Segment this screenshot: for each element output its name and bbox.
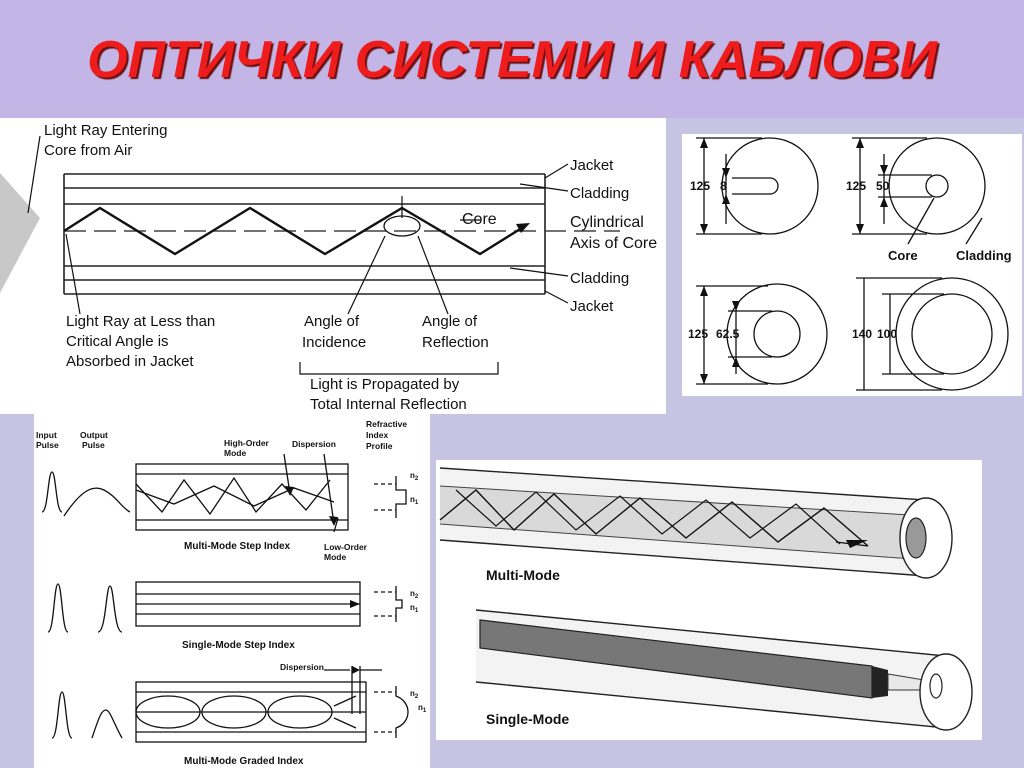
cable-illustration [436,460,982,740]
dim-a-core: 8 [720,179,727,193]
incidence-label-2: Incidence [302,334,367,351]
n2-mm: $n_2$ [410,471,419,482]
output-pulse-1: Output [80,430,108,440]
fiber-dimensions [682,134,1022,396]
single-mode-label: Single-Mode [486,711,570,727]
dim-d-core: 100 [877,327,898,341]
propagation-diagram [0,118,666,414]
absorbed-label-1: Light Ray at Less than [66,313,216,330]
n1-gi: $n_1$ [418,703,427,714]
dim-b-outer: 125 [846,179,867,193]
absorbed-label-2: Critical Angle is [66,333,169,350]
input-pulse-2: Pulse [36,440,59,450]
absorbed-label-3: Absorbed in Jacket [66,353,194,370]
dim-b-core: 50 [876,179,890,193]
mm-graded-label: Multi-Mode Graded Index [184,756,304,767]
axis-label-2: Axis of Core [570,235,658,252]
high-order-1: High-Order [224,438,269,448]
output-pulse-2: Pulse [82,440,105,450]
high-order-2: Mode [224,448,247,458]
axis-label-1: Cylindrical [570,214,644,231]
refractive-3: Profile [366,441,393,451]
jacket-label-top: Jacket [570,157,614,174]
n2-gi: $n_2$ [410,689,419,700]
refractive-1: Refractive [366,419,408,429]
sm-step-label: Single-Mode Step Index [182,640,295,651]
n1-sm: $n_1$ [410,603,419,614]
cladding-circle [722,138,818,234]
cladding-label-bottom: Cladding [570,270,630,287]
low-order-1: Low-Order [324,542,367,552]
refractive-2: Index [366,430,389,440]
tir-label-1: Light is Propagated by [310,376,460,393]
dim-c-outer: 125 [688,327,709,341]
n1-mm: $n_1$ [410,495,419,506]
core-label: Core [462,211,497,228]
mode-comparison [34,414,430,768]
incidence-label-1: Angle of [304,313,360,330]
input-pulse-1: Input [36,430,57,440]
angle-marker [384,216,420,236]
fiber-layers [64,174,545,294]
dim-c-core: 62.5 [716,327,740,341]
multi-mode-label: Multi-Mode [486,567,560,583]
slide-title: ОПТИЧКИ СИСТЕМИ И КАБЛОВИ [87,31,937,89]
entering-label-1: Light Ray Entering [44,122,168,139]
n2-sm: $n_2$ [410,589,419,600]
entering-label-2: Core from Air [44,142,133,159]
light-entry-wedge [0,173,40,293]
tir-label-2: Total Internal Reflection [310,396,467,413]
mm-step-label: Multi-Mode Step Index [184,541,291,552]
reflection-label-2: Reflection [422,334,489,351]
cladding-label-top: Cladding [570,185,630,202]
core-callout: Core [888,248,918,263]
dispersion-top: Dispersion [292,439,336,449]
dim-d-outer: 140 [852,327,873,341]
jacket-label-bottom: Jacket [570,298,614,315]
low-order-2: Mode [324,552,347,562]
dim-a-outer: 125 [690,179,711,193]
cladding-callout: Cladding [956,248,1012,263]
dispersion-bottom: Dispersion [280,662,324,672]
reflection-label-1: Angle of [422,313,478,330]
